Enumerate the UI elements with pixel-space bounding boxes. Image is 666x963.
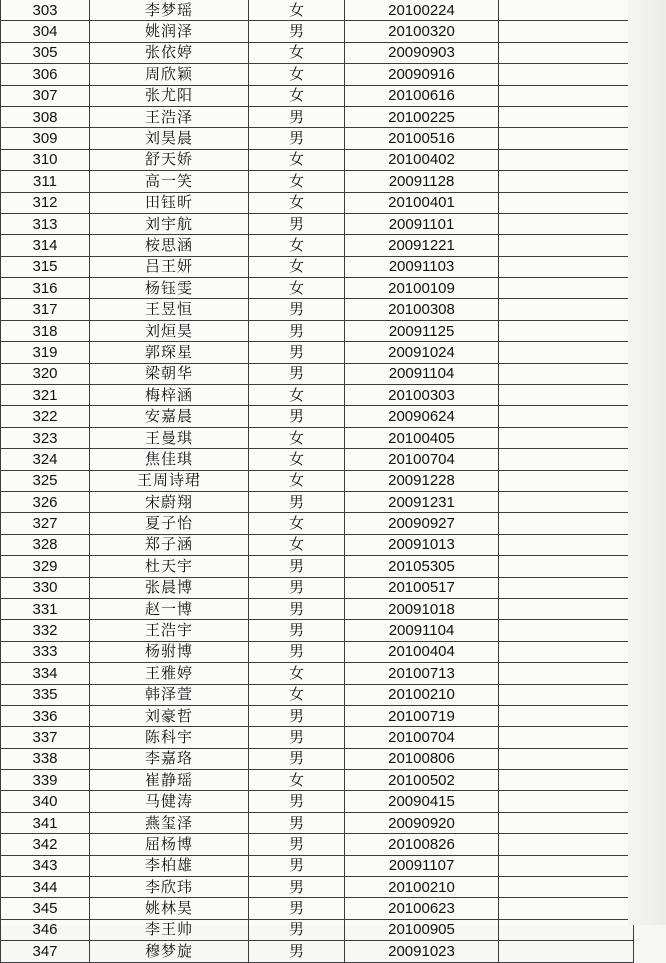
student-name: 杜天宇 — [90, 556, 249, 577]
table-row — [1, 320, 634, 341]
row-number: 332 — [1, 620, 90, 641]
empty-cell — [499, 106, 634, 127]
empty-cell — [499, 663, 634, 684]
row-number: 334 — [1, 663, 90, 684]
row-number: 328 — [1, 534, 90, 555]
student-gender: 女 — [249, 663, 345, 684]
student-gender: 女 — [249, 85, 345, 106]
birth-date: 20090903 — [345, 42, 499, 63]
student-name: 张晨博 — [90, 577, 249, 598]
birth-date: 20100502 — [345, 770, 499, 791]
student-gender: 男 — [249, 727, 345, 748]
birth-date: 20100719 — [345, 705, 499, 726]
roster-body — [1, 0, 634, 962]
birth-date: 20100516 — [345, 128, 499, 149]
birth-date: 20091128 — [345, 171, 499, 192]
row-number: 335 — [1, 684, 90, 705]
birth-date: 20100806 — [345, 748, 499, 769]
empty-cell — [499, 85, 634, 106]
birth-date: 20100320 — [345, 21, 499, 42]
row-number: 311 — [1, 171, 90, 192]
empty-cell — [499, 770, 634, 791]
student-name: 王雅婷 — [90, 663, 249, 684]
row-number: 315 — [1, 256, 90, 277]
birth-date: 20105305 — [345, 556, 499, 577]
birth-date: 20100109 — [345, 278, 499, 299]
student-name: 高一笑 — [90, 171, 249, 192]
student-name: 姚林昊 — [90, 898, 249, 919]
table-row — [1, 171, 634, 192]
student-name: 刘烜昊 — [90, 320, 249, 341]
empty-cell — [499, 727, 634, 748]
student-name: 王周诗珺 — [90, 470, 249, 491]
student-gender: 男 — [249, 898, 345, 919]
row-number: 340 — [1, 791, 90, 812]
empty-cell — [499, 149, 634, 170]
row-number: 322 — [1, 406, 90, 427]
student-name: 桉思涵 — [90, 235, 249, 256]
student-gender: 女 — [249, 42, 345, 63]
table-row — [1, 106, 634, 127]
empty-cell — [499, 491, 634, 512]
table-row — [1, 534, 634, 555]
student-gender: 女 — [249, 256, 345, 277]
student-name: 李梦瑶 — [90, 0, 249, 21]
student-gender: 男 — [249, 406, 345, 427]
empty-cell — [499, 21, 634, 42]
student-gender: 男 — [249, 791, 345, 812]
row-number: 347 — [1, 941, 90, 962]
student-gender: 女 — [249, 278, 345, 299]
student-name: 屈杨博 — [90, 834, 249, 855]
student-gender: 女 — [249, 470, 345, 491]
table-row — [1, 556, 634, 577]
row-number: 307 — [1, 85, 90, 106]
row-number: 310 — [1, 149, 90, 170]
empty-cell — [499, 171, 634, 192]
empty-cell — [499, 812, 634, 833]
row-number: 331 — [1, 598, 90, 619]
empty-cell — [499, 320, 634, 341]
row-number: 321 — [1, 385, 90, 406]
student-name: 刘宇航 — [90, 213, 249, 234]
student-name: 陈科宇 — [90, 727, 249, 748]
empty-cell — [499, 256, 634, 277]
student-name: 宋蔚翔 — [90, 491, 249, 512]
birth-date: 20090415 — [345, 791, 499, 812]
empty-cell — [499, 64, 634, 85]
birth-date: 20100826 — [345, 834, 499, 855]
birth-date: 20100713 — [345, 663, 499, 684]
row-number: 313 — [1, 213, 90, 234]
table-row — [1, 213, 634, 234]
table-row — [1, 192, 634, 213]
student-name: 郭琛星 — [90, 342, 249, 363]
birth-date: 20100308 — [345, 299, 499, 320]
empty-cell — [499, 363, 634, 384]
student-gender: 男 — [249, 320, 345, 341]
student-gender: 男 — [249, 21, 345, 42]
student-gender: 女 — [249, 449, 345, 470]
birth-date: 20100704 — [345, 449, 499, 470]
row-number: 312 — [1, 192, 90, 213]
empty-cell — [499, 385, 634, 406]
table-row — [1, 128, 634, 149]
birth-date: 20100210 — [345, 877, 499, 898]
empty-cell — [499, 919, 634, 940]
birth-date: 20091107 — [345, 855, 499, 876]
empty-cell — [499, 834, 634, 855]
table-row — [1, 577, 634, 598]
table-row — [1, 877, 634, 898]
empty-cell — [499, 192, 634, 213]
empty-cell — [499, 855, 634, 876]
row-number: 309 — [1, 128, 90, 149]
student-name: 李王帅 — [90, 919, 249, 940]
birth-date: 20100303 — [345, 385, 499, 406]
student-gender: 女 — [249, 534, 345, 555]
student-name: 姚润泽 — [90, 21, 249, 42]
student-gender: 女 — [249, 0, 345, 21]
table-row — [1, 235, 634, 256]
row-number: 341 — [1, 812, 90, 833]
birth-date: 20090920 — [345, 812, 499, 833]
student-name: 张依婷 — [90, 42, 249, 63]
student-name: 韩泽萱 — [90, 684, 249, 705]
table-row — [1, 941, 634, 962]
student-gender: 男 — [249, 491, 345, 512]
table-row — [1, 491, 634, 512]
birth-date: 20091101 — [345, 213, 499, 234]
row-number: 346 — [1, 919, 90, 940]
row-number: 339 — [1, 770, 90, 791]
table-row — [1, 855, 634, 876]
student-gender: 男 — [249, 705, 345, 726]
student-gender: 女 — [249, 513, 345, 534]
row-number: 319 — [1, 342, 90, 363]
table-row — [1, 727, 634, 748]
row-number: 323 — [1, 427, 90, 448]
birth-date: 20091024 — [345, 342, 499, 363]
student-gender: 男 — [249, 363, 345, 384]
student-name: 夏子怡 — [90, 513, 249, 534]
empty-cell — [499, 470, 634, 491]
page-edge-shadow — [628, 0, 666, 925]
table-row — [1, 256, 634, 277]
row-number: 343 — [1, 855, 90, 876]
student-gender: 女 — [249, 64, 345, 85]
row-number: 304 — [1, 21, 90, 42]
student-gender: 女 — [249, 171, 345, 192]
table-row — [1, 278, 634, 299]
birth-date: 20091231 — [345, 491, 499, 512]
student-name: 崔静瑶 — [90, 770, 249, 791]
birth-date: 20091104 — [345, 620, 499, 641]
empty-cell — [499, 235, 634, 256]
row-number: 330 — [1, 577, 90, 598]
student-gender: 男 — [249, 213, 345, 234]
row-number: 308 — [1, 106, 90, 127]
table-row — [1, 85, 634, 106]
student-name: 王昱恒 — [90, 299, 249, 320]
student-gender: 男 — [249, 577, 345, 598]
row-number: 306 — [1, 64, 90, 85]
student-gender: 男 — [249, 812, 345, 833]
table-row — [1, 342, 634, 363]
empty-cell — [499, 299, 634, 320]
student-gender: 男 — [249, 855, 345, 876]
birth-date: 20091013 — [345, 534, 499, 555]
student-name: 梁朝华 — [90, 363, 249, 384]
student-gender: 男 — [249, 941, 345, 962]
birth-date: 20100616 — [345, 85, 499, 106]
student-name: 王曼琪 — [90, 427, 249, 448]
table-row — [1, 299, 634, 320]
empty-cell — [499, 877, 634, 898]
row-number: 324 — [1, 449, 90, 470]
empty-cell — [499, 534, 634, 555]
student-name: 赵一博 — [90, 598, 249, 619]
table-row — [1, 385, 634, 406]
student-name: 张尤阳 — [90, 85, 249, 106]
birth-date: 20100402 — [345, 149, 499, 170]
table-row — [1, 663, 634, 684]
student-gender: 女 — [249, 235, 345, 256]
empty-cell — [499, 641, 634, 662]
table-row — [1, 898, 634, 919]
student-name: 马健涛 — [90, 791, 249, 812]
row-number: 336 — [1, 705, 90, 726]
student-name: 刘豪哲 — [90, 705, 249, 726]
student-gender: 男 — [249, 128, 345, 149]
empty-cell — [499, 791, 634, 812]
student-gender: 男 — [249, 641, 345, 662]
empty-cell — [499, 406, 634, 427]
empty-cell — [499, 278, 634, 299]
student-gender: 男 — [249, 620, 345, 641]
student-gender: 男 — [249, 299, 345, 320]
table-row — [1, 470, 634, 491]
table-row — [1, 363, 634, 384]
empty-cell — [499, 449, 634, 470]
student-name: 安嘉晨 — [90, 406, 249, 427]
table-row — [1, 406, 634, 427]
table-row — [1, 770, 634, 791]
birth-date: 20091221 — [345, 235, 499, 256]
empty-cell — [499, 577, 634, 598]
row-number: 329 — [1, 556, 90, 577]
birth-date: 20091023 — [345, 941, 499, 962]
table-row — [1, 21, 634, 42]
empty-cell — [499, 684, 634, 705]
table-row — [1, 791, 634, 812]
student-gender: 女 — [249, 684, 345, 705]
student-name: 李柏雄 — [90, 855, 249, 876]
table-row — [1, 620, 634, 641]
student-gender: 男 — [249, 556, 345, 577]
student-gender: 女 — [249, 770, 345, 791]
student-name: 李嘉珞 — [90, 748, 249, 769]
empty-cell — [499, 213, 634, 234]
table-row — [1, 0, 634, 21]
row-number: 303 — [1, 0, 90, 21]
row-number: 337 — [1, 727, 90, 748]
birth-date: 20100224 — [345, 0, 499, 21]
birth-date: 20100401 — [345, 192, 499, 213]
student-name: 田钰昕 — [90, 192, 249, 213]
row-number: 320 — [1, 363, 90, 384]
student-gender: 男 — [249, 919, 345, 940]
empty-cell — [499, 513, 634, 534]
student-gender: 男 — [249, 834, 345, 855]
birth-date: 20091018 — [345, 598, 499, 619]
table-row — [1, 641, 634, 662]
row-number: 344 — [1, 877, 90, 898]
row-number: 314 — [1, 235, 90, 256]
table-row — [1, 64, 634, 85]
row-number: 327 — [1, 513, 90, 534]
student-name: 梅梓涵 — [90, 385, 249, 406]
table-row — [1, 513, 634, 534]
table-row — [1, 427, 634, 448]
table-row — [1, 598, 634, 619]
birth-date: 20100225 — [345, 106, 499, 127]
empty-cell — [499, 620, 634, 641]
student-name: 李欣玮 — [90, 877, 249, 898]
birth-date: 20091228 — [345, 470, 499, 491]
row-number: 318 — [1, 320, 90, 341]
student-gender: 女 — [249, 149, 345, 170]
student-name: 吕王妍 — [90, 256, 249, 277]
student-name: 周欣颖 — [90, 64, 249, 85]
birth-date: 20090624 — [345, 406, 499, 427]
table-row — [1, 834, 634, 855]
table-row — [1, 149, 634, 170]
row-number: 316 — [1, 278, 90, 299]
row-number: 326 — [1, 491, 90, 512]
student-gender: 男 — [249, 342, 345, 363]
birth-date: 20100704 — [345, 727, 499, 748]
empty-cell — [499, 427, 634, 448]
row-number: 305 — [1, 42, 90, 63]
birth-date: 20090916 — [345, 64, 499, 85]
student-name: 焦佳琪 — [90, 449, 249, 470]
birth-date: 20100405 — [345, 427, 499, 448]
table-row — [1, 812, 634, 833]
birth-date: 20100404 — [345, 641, 499, 662]
row-number: 338 — [1, 748, 90, 769]
student-name: 舒天娇 — [90, 149, 249, 170]
row-number: 342 — [1, 834, 90, 855]
student-name: 穆梦旋 — [90, 941, 249, 962]
row-number: 317 — [1, 299, 90, 320]
student-gender: 男 — [249, 748, 345, 769]
table-row — [1, 42, 634, 63]
student-gender: 男 — [249, 598, 345, 619]
empty-cell — [499, 705, 634, 726]
student-name: 郑子涵 — [90, 534, 249, 555]
table-row — [1, 748, 634, 769]
row-number: 325 — [1, 470, 90, 491]
table-row — [1, 705, 634, 726]
table-row — [1, 684, 634, 705]
student-gender: 女 — [249, 192, 345, 213]
birth-date: 20100905 — [345, 919, 499, 940]
empty-cell — [499, 898, 634, 919]
table-row — [1, 919, 634, 940]
table-row — [1, 449, 634, 470]
empty-cell — [499, 598, 634, 619]
student-name: 王浩泽 — [90, 106, 249, 127]
row-number: 333 — [1, 641, 90, 662]
empty-cell — [499, 941, 634, 962]
empty-cell — [499, 748, 634, 769]
birth-date: 20091103 — [345, 256, 499, 277]
empty-cell — [499, 342, 634, 363]
student-gender: 男 — [249, 106, 345, 127]
birth-date: 20091104 — [345, 363, 499, 384]
student-name: 杨驸博 — [90, 641, 249, 662]
empty-cell — [499, 0, 634, 21]
birth-date: 20090927 — [345, 513, 499, 534]
student-name: 王浩宇 — [90, 620, 249, 641]
student-gender: 男 — [249, 877, 345, 898]
student-name: 杨钰雯 — [90, 278, 249, 299]
birth-date: 20100210 — [345, 684, 499, 705]
birth-date: 20091125 — [345, 320, 499, 341]
empty-cell — [499, 556, 634, 577]
student-name: 刘昊晨 — [90, 128, 249, 149]
birth-date: 20100517 — [345, 577, 499, 598]
empty-cell — [499, 128, 634, 149]
row-number: 345 — [1, 898, 90, 919]
student-gender: 女 — [249, 385, 345, 406]
empty-cell — [499, 42, 634, 63]
student-gender: 女 — [249, 427, 345, 448]
birth-date: 20100623 — [345, 898, 499, 919]
student-name: 燕玺泽 — [90, 812, 249, 833]
